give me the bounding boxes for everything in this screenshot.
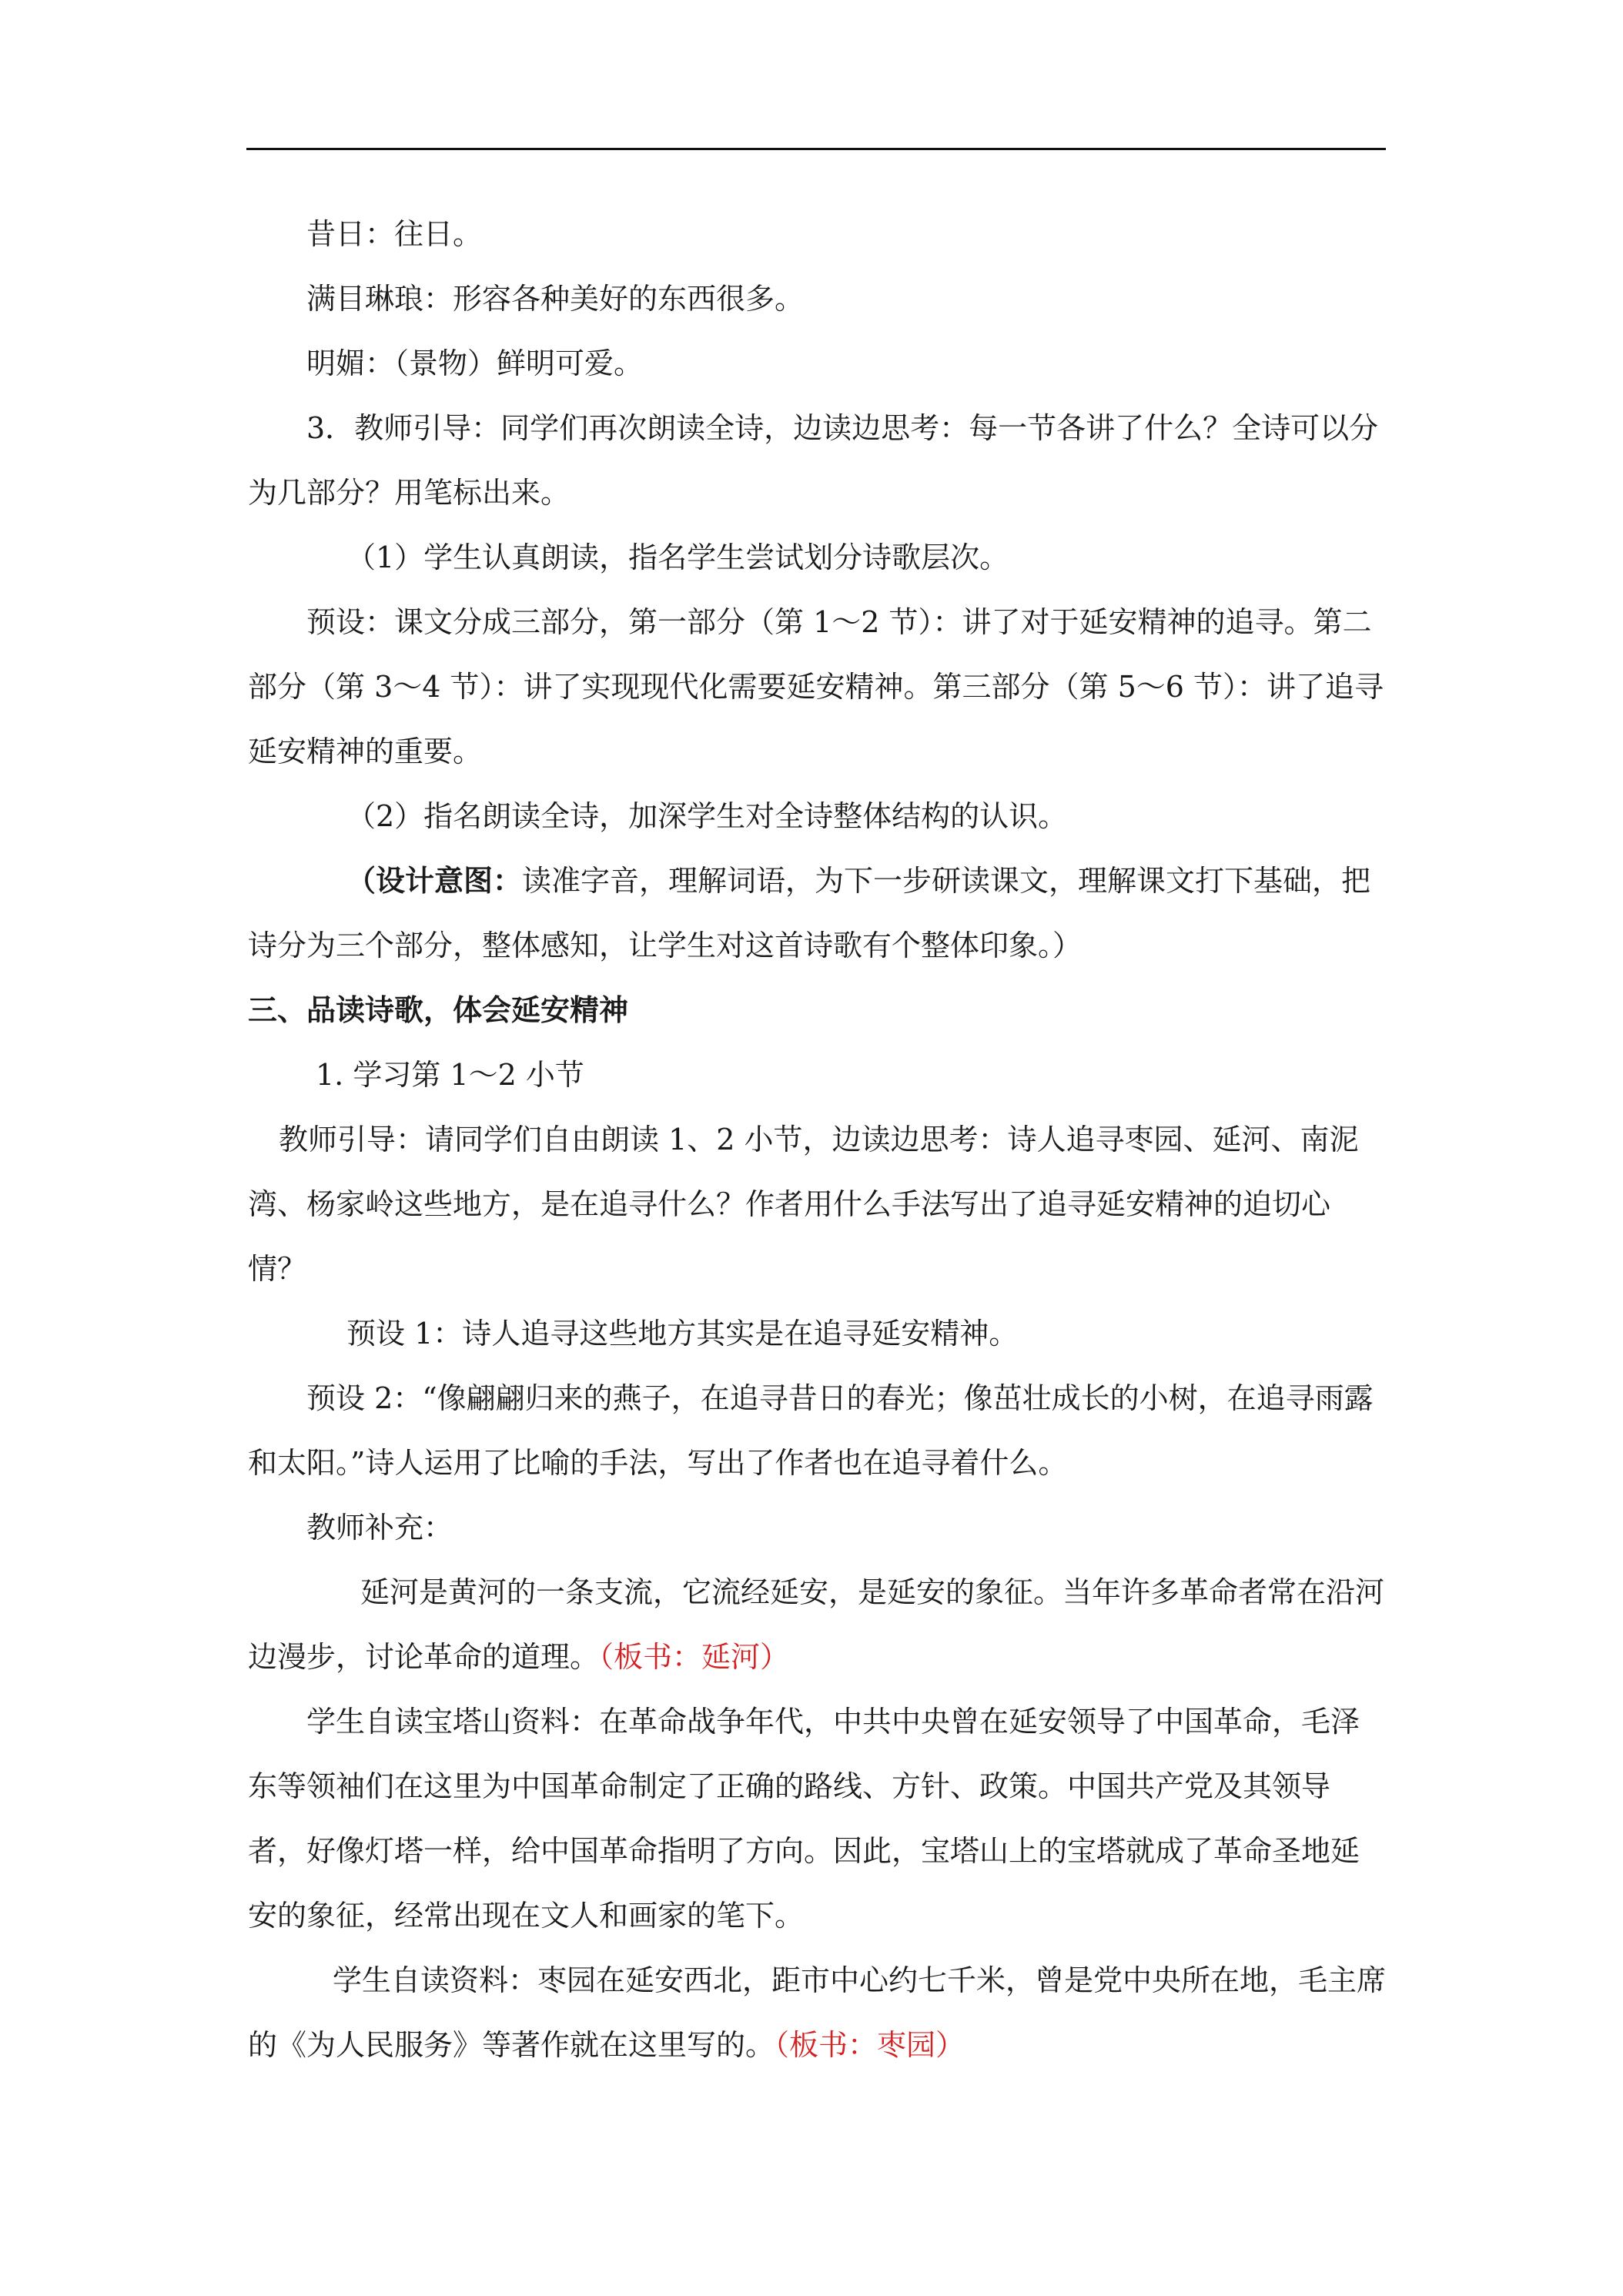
paragraph-teacher-supplement: 教师补充： xyxy=(306,1511,453,1545)
paragraph-teacher-guide-3: 3．教师引导：同学们再次朗读全诗，边读边思考：每一节各讲了什么？全诗可以分为几部分？用笔标出来。 xyxy=(248,411,1379,510)
section-heading: 三、品读诗歌，体会延安精神 xyxy=(248,993,629,1027)
design-intent-label: （设计意图： xyxy=(346,863,523,898)
zaoyuan-text: 学生自读资料：枣园在延安西北，距市中心约七千米，曾是党中央所在地，毛主席的《为人民服务》等著作就在这里写的。 xyxy=(248,1963,1387,2062)
paragraph-design-intent xyxy=(248,848,1386,978)
design-intent-text: 读准字音，理解词语，为下一步研读课文，理解课文打下基础，把诗分为三个部分，整体感知，让学生对这首诗歌有个整体印象。） xyxy=(248,864,1371,962)
paragraph-preset-1: 预设 1：诗人追寻这些地方其实是在追寻延安精神。 xyxy=(346,1317,1019,1350)
paragraph-step-1: （1）学生认真朗读，指名学生尝试划分诗歌层次。 xyxy=(346,541,1009,574)
header-rule xyxy=(246,148,1386,150)
board-note-yanhe: （板书：延河） xyxy=(599,1640,790,1674)
paragraph-manmu-linlang: 满目琳琅：形容各种美好的东西很多。 xyxy=(306,282,805,316)
paragraph-mingmei: 明媚：（景物）鲜明可爱。 xyxy=(306,346,644,380)
paragraph-step-2: （2）指名朗读全诗，加深学生对全诗整体结构的认识。 xyxy=(346,799,1068,833)
paragraph-preset-structure: 预设：课文分成三部分，第一部分（第 1～2 节）：讲了对于延安精神的追寻。第二部分（第 3～4 节）：讲了实现现代化需要延安精神。第三部分（第 5～6 节）：讲了追寻延安精神的重要。 xyxy=(248,605,1384,768)
paragraph-xiri: 昔日：往日。 xyxy=(306,217,483,251)
paragraph-teacher-guide: 教师引导：请同学们自由朗读 1、2 小节，边读边思考：诗人追寻枣园、延河、南泥湾、杨家岭这些地方，是在追寻什么？作者用什么手法写出了追寻延安精神的迫切心情？ xyxy=(248,1123,1359,1286)
paragraph-preset-2: 预设 2：“像翩翩归来的燕子，在追寻昔日的春光；像茁壮成长的小树，在追寻雨露和太阳。”诗人运用了比喻的手法，写出了作者也在追寻着什么。 xyxy=(248,1381,1374,1480)
paragraph-zaoyuan xyxy=(248,1948,1386,2077)
paragraph-yanhe xyxy=(248,1560,1386,1689)
yanhe-text: 延河是黄河的一条支流，它流经延安，是延安的象征。当年许多革命者常在沿河边漫步，讨论革命的道理。 xyxy=(248,1575,1385,1674)
paragraph-baotashan: 学生自读宝塔山资料：在革命战争年代，中共中央曾在延安领导了中国革命，毛泽东等领袖们在这里为中国革命制定了正确的路线、方针、政策。中国共产党及其领导者，好像灯塔一样，给中国革命指明了方向。因此，宝塔山上的宝塔就成了革命圣地延安的象征，经常出现在文人和画家的笔下。 xyxy=(248,1705,1360,1933)
board-note-zaoyuan: （板书：枣园） xyxy=(775,2028,965,2062)
document-body xyxy=(248,202,1386,2077)
paragraph-study-section-1-2: 1. 学习第 1～2 小节 xyxy=(316,1058,584,1092)
